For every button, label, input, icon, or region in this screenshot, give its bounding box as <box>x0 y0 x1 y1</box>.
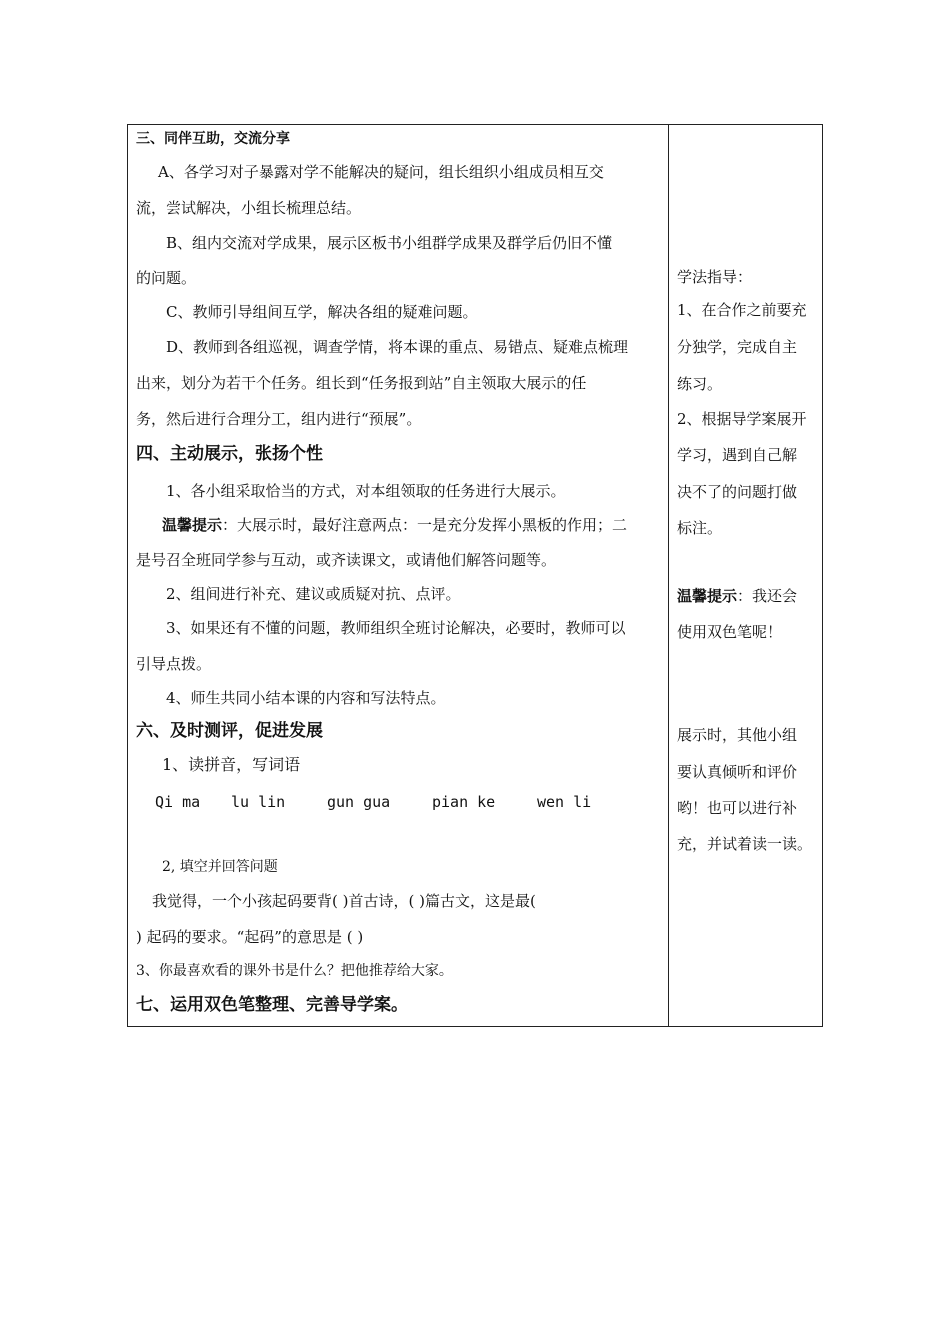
s3-item-b-line1: B、组内交流对学成果，展示区板书小组群学成果及群学后仍旧不懂 <box>166 234 613 252</box>
s6-item-2: 2, 填空并回答问题 <box>162 859 278 875</box>
s6-fill-line2: ) 起码的要求。“起码”的意思是 ( ) <box>136 928 364 946</box>
guide-1-line2: 分独学，完成自主 <box>677 338 798 356</box>
show-note-line4: 充，并试着读一读。 <box>677 835 813 853</box>
lesson-table <box>127 124 823 1027</box>
side-tip-line2: 使用双色笔呢！ <box>677 623 783 641</box>
s3-item-c: C、教师引导组间互学，解决各组的疑难问题。 <box>166 303 478 321</box>
column-divider <box>668 125 669 1026</box>
guide-1-line3: 练习。 <box>677 375 723 393</box>
side-tip-text: ：我还会 <box>737 587 798 605</box>
s4-tip-line1 <box>162 515 627 535</box>
s4-item-3-line1: 3、如果还有不懂的问题，教师组织全班讨论解决，必要时，教师可以 <box>166 619 626 637</box>
s4-item-4: 4、师生共同小结本课的内容和写法特点。 <box>166 689 446 707</box>
s4-tip-text: ：大展示时，最好注意两点：一是充分发挥小黑板的作用；二 <box>222 516 628 534</box>
s3-item-d-line2: 出来，划分为若干个任务。组长到“任务报到站”自主领取大展示的任 <box>136 374 587 392</box>
section-4-heading: 四、主动展示，张扬个性 <box>136 444 323 464</box>
guide-2-line3: 决不了的问题打做 <box>677 483 798 501</box>
section-3-heading: 三、同伴互助，交流分享 <box>136 131 290 147</box>
show-note-line2: 要认真倾听和评价 <box>677 763 798 781</box>
guide-title: 学法指导： <box>677 268 753 286</box>
pinyin-3: gun gua <box>327 793 391 811</box>
s4-tip-label: 温馨提示 <box>162 516 223 534</box>
pinyin-5: wen li <box>537 793 592 811</box>
s6-item-1: 1、读拼音，写词语 <box>162 755 301 774</box>
show-note-line3: 哟！也可以进行补 <box>677 799 798 817</box>
section-6-heading: 六、及时测评，促进发展 <box>136 721 323 741</box>
pinyin-2: lu lin <box>231 793 286 811</box>
s3-item-d-line3: 务，然后进行合理分工，组内进行“预展”。 <box>136 410 422 428</box>
s4-item-1: 1、各小组采取恰当的方式，对本组领取的任务进行大展示。 <box>166 482 566 500</box>
s3-item-a-line2: 流，尝试解决，小组长梳理总结。 <box>136 199 362 217</box>
s4-tip-line2: 是号召全班同学参与互动，或齐读课文，或请他们解答问题等。 <box>136 551 557 569</box>
s3-item-b-line2: 的问题。 <box>136 269 197 287</box>
s4-item-2: 2、组间进行补充、建议或质疑对抗、点评。 <box>166 585 461 603</box>
s4-item-3-line2: 引导点拨。 <box>136 655 212 673</box>
guide-2-line1: 2、根据导学案展开 <box>677 410 807 428</box>
show-note-line1: 展示时，其他小组 <box>677 726 798 744</box>
pinyin-4: pian ke <box>432 793 496 811</box>
side-tip-label: 温馨提示 <box>677 587 738 605</box>
guide-2-line2: 学习，遇到自己解 <box>677 446 798 464</box>
side-tip-line1 <box>677 586 797 606</box>
s3-item-a-line1: A、各学习对子暴露对学不能解决的疑问，组长组织小组成员相互交 <box>158 163 604 181</box>
guide-2-line4: 标注。 <box>677 519 723 537</box>
s6-fill-line1: 我觉得，一个小孩起码要背( )首古诗，( )篇古文，这是最( <box>152 892 536 910</box>
s6-item-3: 3、你最喜欢看的课外书是什么？把他推荐给大家。 <box>136 963 453 979</box>
guide-1-line1: 1、在合作之前要充 <box>677 301 807 319</box>
section-7-heading: 七、运用双色笔整理、完善导学案。 <box>136 995 408 1015</box>
s3-item-d-line1: D、教师到各组巡视，调查学情，将本课的重点、易错点、疑难点梳理 <box>166 338 629 356</box>
pinyin-1: Qi ma <box>155 793 201 811</box>
